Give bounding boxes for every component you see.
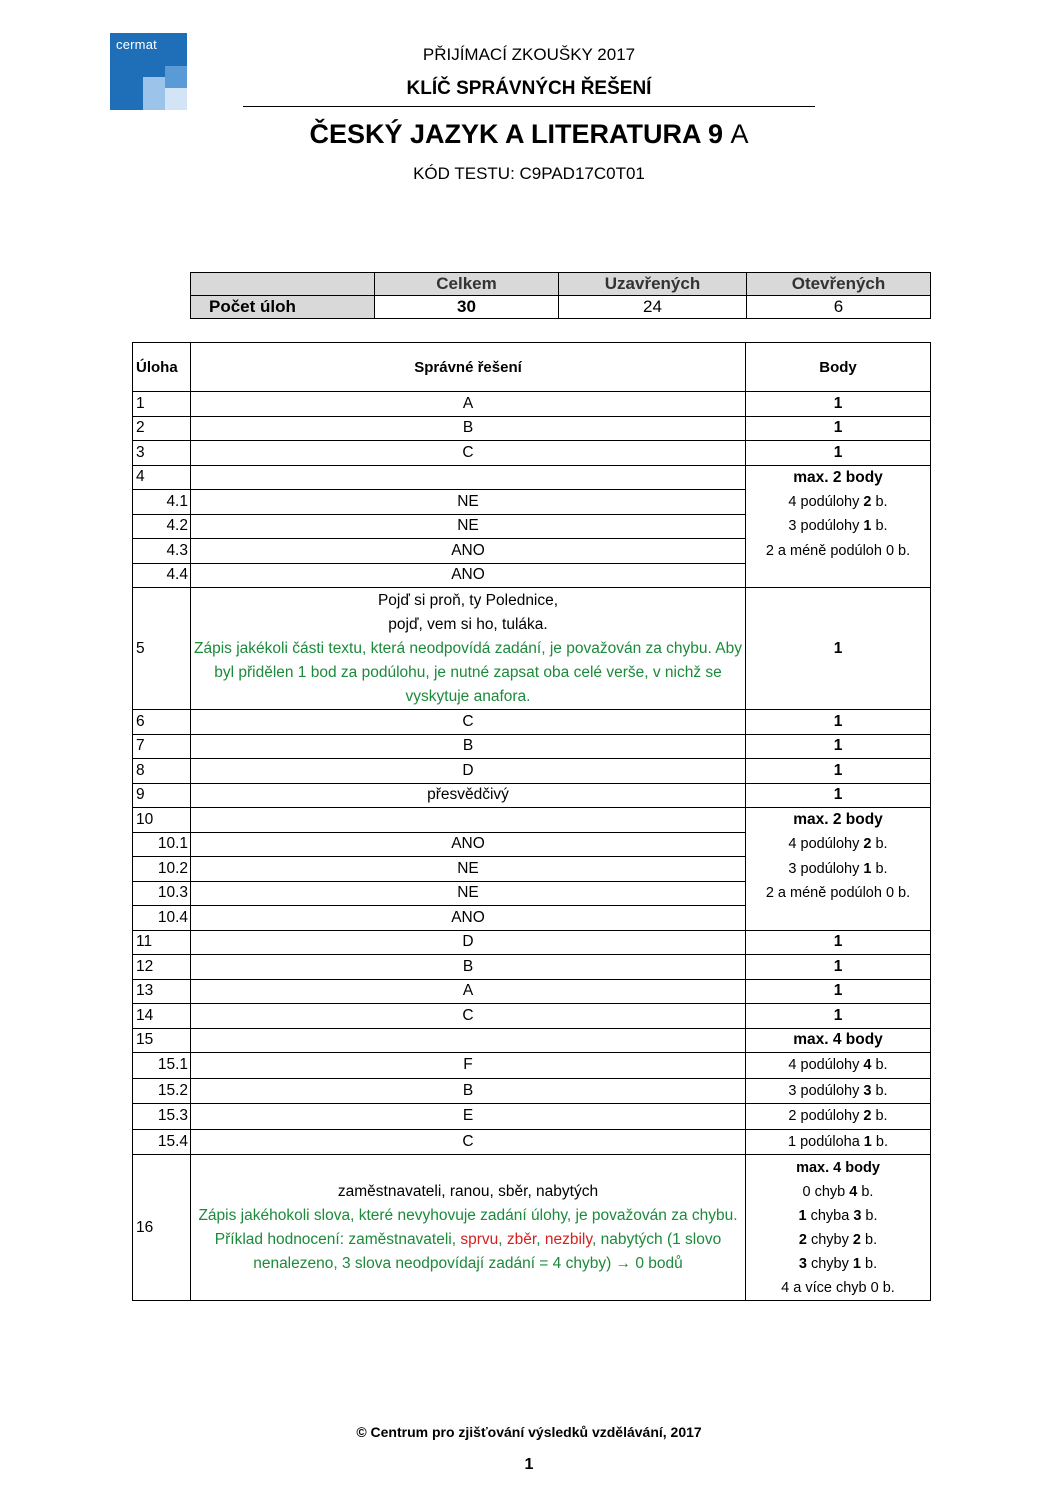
table-row	[133, 759, 931, 784]
subtask-id: 15.4	[133, 1129, 191, 1155]
task-answer: A	[191, 392, 746, 417]
task-id: 4	[133, 465, 191, 490]
subtask-answer: C	[191, 1129, 746, 1155]
grading-note: Zápis jakékoli části textu, která neodpovídá zadání, je považován za chybu. Aby byl přidělen 1 bod za podúlohu, je nutné zapsat oba celé verše, v nichž se vyskytuje anafora.	[194, 639, 742, 705]
table-row	[133, 441, 931, 466]
exam-title: PŘIJÍMACÍ ZKOUŠKY 2017	[422, 45, 636, 64]
summary-row-label: Počet úloh	[191, 296, 375, 319]
table-row	[133, 832, 931, 857]
subtask-answer: ANO	[191, 906, 746, 931]
task-id: 6	[133, 710, 191, 735]
task-answer: D	[191, 759, 746, 784]
task-points: max. 2 body	[746, 465, 931, 490]
task-id: 16	[133, 1155, 191, 1301]
table-row	[133, 1053, 931, 1079]
table-row	[133, 490, 931, 515]
task-points: 1	[746, 441, 931, 466]
scoring-line: 3 chyby 1 b.	[798, 1255, 878, 1272]
task-id: 11	[133, 930, 191, 955]
scoring-line: 2 chyby 2 b.	[798, 1231, 878, 1248]
summary-corner	[191, 273, 375, 296]
subtask-answer: F	[191, 1053, 746, 1079]
task-answer: B	[191, 416, 746, 441]
task-id: 14	[133, 1004, 191, 1029]
table-row	[133, 416, 931, 441]
subject-name: ČESKÝ JAZYK A LITERATURA 9	[309, 119, 723, 149]
task-id: 15	[133, 1028, 191, 1053]
task-answer: C	[191, 710, 746, 735]
table-row	[133, 930, 931, 955]
summary-col-closed: Uzavřených	[559, 273, 747, 296]
task-points: 1	[746, 416, 931, 441]
subtask-id: 4.4	[133, 563, 191, 588]
subtask-answer: NE	[191, 857, 746, 882]
subtask-id: 4.2	[133, 514, 191, 539]
table-row	[133, 783, 931, 808]
task-answer: přesvědčivý	[191, 783, 746, 808]
task-points: 1	[746, 588, 931, 710]
subtask-answer: E	[191, 1104, 746, 1130]
task-answer: B	[191, 734, 746, 759]
summary-open: 6	[747, 296, 931, 319]
subject-title	[243, 119, 815, 150]
scoring-line: 2 a méně podúloh 0 b.	[765, 885, 911, 901]
subtask-id: 10.4	[133, 906, 191, 931]
task-answer: C	[191, 441, 746, 466]
table-row	[133, 955, 931, 980]
table-row	[133, 465, 931, 490]
subtask-answer: ANO	[191, 539, 746, 564]
summary-col-total: Celkem	[375, 273, 559, 296]
task-points: 1	[746, 710, 931, 735]
scoring-rules-16	[746, 1155, 931, 1301]
table-row	[133, 808, 931, 833]
task-points: 1	[746, 1004, 931, 1029]
subtask-id: 15.1	[133, 1053, 191, 1079]
task-id: 12	[133, 955, 191, 980]
task-id: 7	[133, 734, 191, 759]
task-answer	[191, 588, 746, 710]
table-row	[133, 710, 931, 735]
table-row	[133, 1004, 931, 1029]
task-points: max. 2 body	[746, 808, 931, 833]
key-title: KLÍČ SPRÁVNÝCH ŘEŠENÍ	[406, 78, 652, 99]
summary-total: 30	[375, 296, 559, 319]
task-id: 9	[133, 783, 191, 808]
scoring-line: 2 a méně podúloh 0 b.	[765, 542, 911, 559]
task-answer	[191, 1155, 746, 1301]
task-id: 10	[133, 808, 191, 833]
header-solution: Správné řešení	[191, 343, 746, 392]
scoring-line: 1 chyba 3 b.	[798, 1207, 878, 1224]
table-row	[133, 1078, 931, 1104]
subtask-id: 15.3	[133, 1104, 191, 1130]
subtask-id: 4.1	[133, 490, 191, 515]
test-code: KÓD TESTU: C9PAD17C0T01	[413, 164, 645, 183]
scoring-rules-10	[746, 832, 931, 930]
task-points: 1	[746, 979, 931, 1004]
task-answer	[191, 808, 746, 833]
logo-square	[143, 77, 165, 110]
scoring-line: 1 podúloha 1 b.	[746, 1129, 931, 1155]
task-answer	[191, 1028, 746, 1053]
answer-line: Pojď si proň, ty Polednice,	[377, 591, 559, 609]
table-row	[133, 979, 931, 1004]
max-points: max. 4 body	[796, 1159, 880, 1176]
task-points: max. 4 body	[746, 1028, 931, 1053]
subtask-answer: NE	[191, 490, 746, 515]
table-row	[133, 1028, 931, 1053]
subject-variant: A	[730, 119, 749, 149]
subtask-id: 10.1	[133, 832, 191, 857]
scoring-line: 4 a více chyb 0 b.	[781, 1279, 895, 1296]
answer-line: zaměstnavateli, ranou, sběr, nabytých	[337, 1182, 599, 1200]
subtask-id: 15.2	[133, 1078, 191, 1104]
subtask-answer: B	[191, 1078, 746, 1104]
task-answer: D	[191, 930, 746, 955]
task-id: 5	[133, 588, 191, 710]
task-points: 1	[746, 734, 931, 759]
scoring-line: 2 podúlohy 2 b.	[746, 1104, 931, 1130]
scoring-line: 3 podúlohy 3 b.	[746, 1078, 931, 1104]
subtask-answer: ANO	[191, 563, 746, 588]
task-points: 1	[746, 955, 931, 980]
summary-header-row	[191, 273, 931, 296]
task-id: 3	[133, 441, 191, 466]
page-number: 1	[524, 1456, 534, 1473]
table-row	[133, 1104, 931, 1130]
scoring-line: 4 podúlohy 2 b.	[788, 836, 888, 852]
task-answer: C	[191, 1004, 746, 1029]
task-answer	[191, 465, 746, 490]
table-row	[133, 1155, 931, 1301]
footer-copyright: © Centrum pro zjišťování výsledků vzdělávání, 2017	[356, 1424, 702, 1440]
answer-line: pojď, vem si ho, tuláka.	[388, 615, 548, 633]
logo-square	[165, 88, 187, 110]
summary-closed: 24	[559, 296, 747, 319]
task-id: 8	[133, 759, 191, 784]
task-answer: A	[191, 979, 746, 1004]
subtask-answer: NE	[191, 881, 746, 906]
grading-example: Příklad hodnocení: zaměstnavateli, sprvu, zběr, nezbily, nabytých (1 slovo nenalezeno, 3 slova neodpovídají zadání = 4 chyby) → 0 bodů	[214, 1230, 722, 1272]
scoring-rules-4	[746, 490, 931, 588]
task-points: 1	[746, 759, 931, 784]
scoring-line: 3 podúlohy 1 b.	[788, 860, 888, 877]
answer-key-table	[132, 342, 931, 1301]
table-row	[133, 392, 931, 417]
summary-value-row	[191, 296, 931, 319]
grading-note: Zápis jakéhokoli slova, které nevyhovuje zadání úlohy, je považován za chybu.	[198, 1206, 738, 1224]
cermat-logo	[110, 33, 187, 110]
table-row	[133, 588, 931, 710]
header-points: Body	[746, 343, 931, 392]
task-id: 13	[133, 979, 191, 1004]
task-points: 1	[746, 783, 931, 808]
header-task: Úloha	[133, 343, 191, 392]
scoring-line: 3 podúlohy 1 b.	[788, 518, 888, 534]
table-row	[133, 1129, 931, 1155]
table-header-row	[133, 343, 931, 392]
summary-table	[190, 272, 931, 319]
task-id: 2	[133, 416, 191, 441]
subtask-answer: NE	[191, 514, 746, 539]
logo-text: cermat	[116, 37, 157, 52]
subtask-id: 4.3	[133, 539, 191, 564]
scoring-line: 0 chyb 4 b.	[802, 1183, 874, 1200]
subtask-id: 10.3	[133, 881, 191, 906]
task-id: 1	[133, 392, 191, 417]
header-divider	[243, 106, 815, 107]
task-answer: B	[191, 955, 746, 980]
task-points: 1	[746, 930, 931, 955]
subtask-id: 10.2	[133, 857, 191, 882]
scoring-line: 4 podúlohy 2 b.	[788, 493, 888, 510]
subtask-answer: ANO	[191, 832, 746, 857]
summary-col-open: Otevřených	[747, 273, 931, 296]
scoring-line: 4 podúlohy 4 b.	[746, 1053, 931, 1079]
table-row	[133, 734, 931, 759]
logo-square	[165, 66, 187, 88]
task-points: 1	[746, 392, 931, 417]
